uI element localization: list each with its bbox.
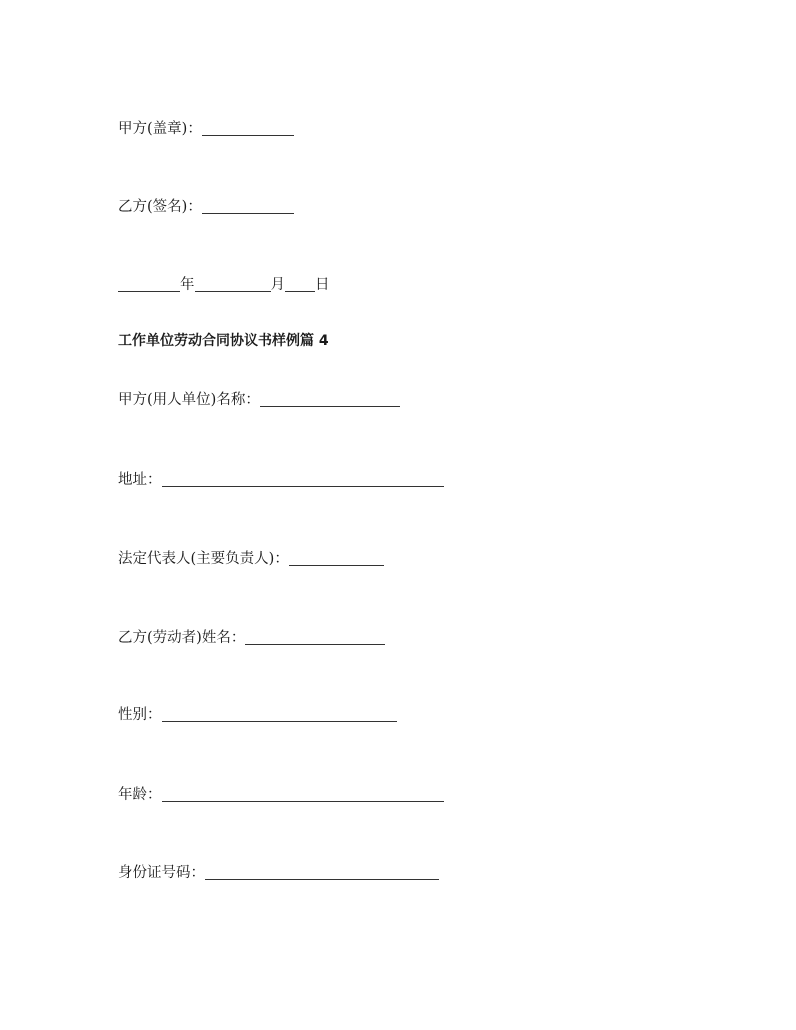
gender-label: 性别：	[118, 707, 162, 723]
party-b-signature-label: 乙方(签名)：	[118, 199, 202, 215]
party-a-seal-line	[118, 120, 294, 138]
legal-rep-blank[interactable]	[289, 551, 384, 566]
address-line	[118, 471, 444, 489]
year-label: 年	[180, 277, 195, 293]
employer-name-line	[118, 391, 400, 409]
address-blank[interactable]	[162, 472, 444, 487]
date-line	[118, 276, 330, 294]
employee-name-line	[118, 629, 385, 647]
party-a-seal-label: 甲方(盖章)：	[118, 121, 202, 137]
employee-name-blank[interactable]	[245, 630, 385, 645]
gender-blank[interactable]	[162, 707, 397, 722]
employer-name-blank[interactable]	[260, 392, 400, 407]
id-number-line	[118, 864, 439, 882]
employee-name-label: 乙方(劳动者)姓名：	[118, 630, 246, 646]
section-heading	[118, 332, 329, 350]
id-number-label: 身份证号码：	[118, 865, 205, 881]
day-label: 日	[315, 277, 330, 293]
year-blank[interactable]	[118, 277, 180, 292]
party-a-seal-blank[interactable]	[202, 121, 294, 136]
address-label: 地址：	[118, 472, 162, 488]
month-blank[interactable]	[195, 277, 271, 292]
age-blank[interactable]	[162, 787, 444, 802]
month-label: 月	[270, 277, 285, 293]
legal-rep-line	[118, 550, 384, 568]
age-line	[118, 786, 444, 804]
section-heading-text: 工作单位劳动合同协议书样例篇 4	[118, 333, 329, 349]
party-b-signature-line	[118, 198, 294, 216]
age-label: 年龄：	[118, 787, 162, 803]
legal-rep-label: 法定代表人(主要负责人)：	[118, 551, 289, 567]
gender-line	[118, 706, 397, 724]
day-blank[interactable]	[285, 277, 315, 292]
party-b-signature-blank[interactable]	[202, 199, 294, 214]
id-number-blank[interactable]	[205, 865, 439, 880]
employer-name-label: 甲方(用人单位)名称：	[118, 392, 260, 408]
